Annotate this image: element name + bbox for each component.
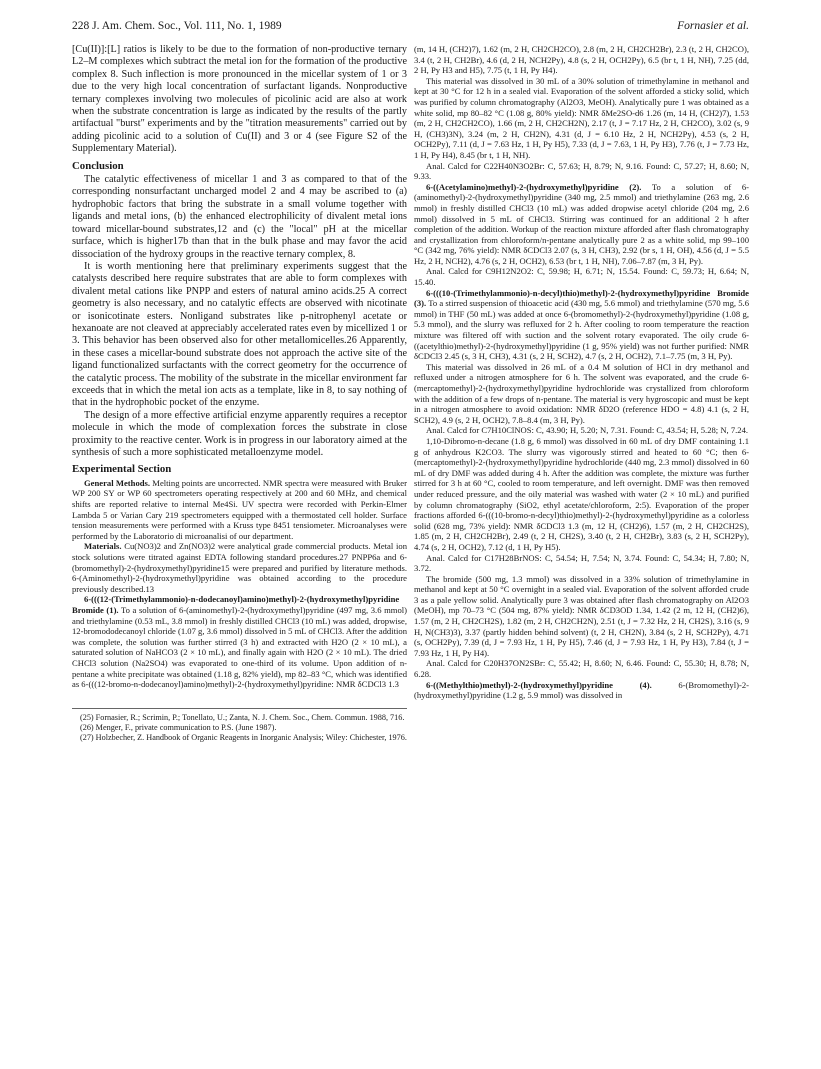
footnote-26: (26) Menger, F., private communication to P.S. (June 1987). (80, 722, 277, 732)
experimental-heading: Experimental Section (72, 463, 172, 476)
analysis-5: Anal. Calcd for C20H37ON2SBr: C, 55.42; H, 8.60; N, 6.46. Found: C, 55.30; H, 8.78; N, 6.28. (414, 658, 749, 680)
materials-lead: Materials. (84, 541, 122, 552)
compound-3-text: To a stirred suspension of thioacetic acid (430 mg, 5.6 mmol) and triethylamine (570 mg, 5.6 mmol) in THF (50 mL) was added at once 6-(bromomethyl)-2-(hydroxymethyl)pyridine (1.08 g, 5.3 mmol), and the slurry was refluxed for 2 h. After cooling to room temperature the reaction mixture was filtered off with suction and the solvent rotary evaporated. The oily crude 6-((acetylthio)methyl)-2-(hydroxymethyl)pyridine (1 g, 95% yield) was not further purified: NMR δCDCl3 2.45 (s, 3 H, CH3), 4.31 (s, 2 H, SCH2), 4.7 (s, 2 H, OCH2), 7.1–7.75 (m, 3 H, Py). (414, 298, 749, 362)
footnote-25: (25) Fornasier, R.; Scrimin, P.; Tonellato, U.; Zanta, N. J. Chem. Soc., Chem. Commun. 1988, 716. (80, 712, 405, 722)
bromide-quaternization-paragraph: The bromide (500 mg, 1.3 mmol) was dissolved in a 33% solution of trimethylamine in methanol and kept at 50 °C overnight in a sealed vial. Evaporation of the solvent afforded crude 3 as a pale yellow solid. Analytically pure 3 was obtained after flash chromatography on Al2O3 (MeOH), mp 70–73 °C (504 mg, 87% yield): NMR δCD3OD 1.34, 1.42 (2 m, 12 H, (CH2)6), 1.57 (m, 2 H, CH2CH2S), 1.82 (m, 2 H, CH2CH2N), 2.51 (t, J = 7.32 Hz, 2 H, CH2S), 3.16 (s, 9 H, N(CH3)3), 3.37 (partly hidden behind solvent) (t, 2 H, CH2N), 3.84 (s, 2 H, SCH2Py), 4.71 (s, OCH2Py), 7.39 (d, J = 7.93 Hz, 1 H, Py H5), 7.46 (d, J = 7.93 Hz, 1 H, Py H3), 7.84 (t, J = 7.93 Hz, 1 H, Py H4). (414, 573, 749, 658)
general-methods-lead: General Methods. (84, 477, 151, 488)
conclusion-paragraph-1: The catalytic effectiveness of micellar 1 and 3 as compared to that of the corresponding nonsurfactant uncharged model 2 and 4 may be ascribed to (a) hydrophobic factors that bring the substrate in a small volume together with ligands and metal ions, (b) the enhanced electrophilicity of divalent metal ions toward micellar-bound substrates,12 and (c) the "local" pH at the micellar surface, which is higher17b than that in the bulk phase and may favor the acid dissociation of the hydroxy groups in the reactive ternary complex, 8. (72, 174, 407, 260)
compound-4-paragraph (414, 680, 749, 701)
compound-4-title: 6-((Methylthio)methyl)-2-(hydroxymethyl)pyridine (4). (426, 679, 652, 690)
left-column (72, 44, 407, 1054)
compound-1-title: 6-(((12-(Trimethylammonio)-n-dodecanoyl)amino)methyl)-2-(hydroxymethyl)pyridine Bromide (1). (72, 594, 400, 615)
general-methods-paragraph (72, 478, 407, 542)
conclusion-heading: Conclusion (72, 159, 124, 172)
compound-1-text: To a solution of 6-(aminomethyl)-2-(hydroxymethyl)pyridine (497 mg, 3.6 mmol) and triethylamine (0.53 mL, 3.8 mmol) in freshly distilled CHCl3 (10 mL) was added, dropwise, 12-bromododecanoyl chloride (1.07 g, 3.6 mmol) dissolved in 5 mL of CHCl3. After the addition was complete, the solution was further stirred (3 h) and extracted with H2O (2 × 10 mL), a saturated solution of NaHCO3 (2 × 10 mL), and finally again with H2O (2 × 10 mL). The dried CHCl3 solution (Na2SO4) was evaporated to one-third of its volume. Upon addition of n-pentane a white precipitate was obtained (1.18 g, 82% yield), mp 82–83 °C, which was identified as 6-(((12-bromo-n-dodecanoyl)amino)methyl)-2-(hydroxymethyl)pyridine: NMR δCDCl3 1.3 (72, 604, 407, 690)
conclusion-paragraph-2: It is worth mentioning here that preliminary experiments suggest that the catalysts described here require substrates that are able to form complexes with divalent metal cations like PNPP and esters of natural amino acids.25 A correct geometry is also necessary, and no catalytic effects are observed with nicotinate or isonicotinate esters. Nonligand substrates like p-nitrophenyl acetate or hexanoate are not cleaved at appreciably accelerated rates even by micellized 1 or 3. This behavior has been observed also for other metallomicelles.26 Apparently, in these cases a micellar-bound substrate does not approach the active site of the ligand functionalized surfactants with the correct geometry for the occurrence of the catalytic process. The mobility of the substrate in the micellar environment far exceeds that in which the metal ion acts as a template, like in 8, to say nothing of that in the hydrophobic pocket of the enzyme. (72, 260, 407, 409)
analysis-2: Anal. Calcd for C9H12N2O2: C, 59.98; H, 6.71; N, 15.54. Found: C, 59.73; H, 6.64; N, 15.40. (414, 266, 749, 288)
intro-paragraph: [Cu(II)]:[L] ratios is likely to be due to the formation of non-productive ternary L2–M complexes which subtract the metal ion for the formation of the productive complex 8. Such inflection is more pronounced in the micellar system of 1 or 3 due to the very high local concentration of surfactant ligands. Nonproductive ternary complexes involving two molecules of picolinic acid are also at work when the substrate concentration is large as indicated by the results of the partly artifactual "burst" experiments and by the "titration measurements" carried out by adding picolinic acid to a solution of Cu(II) and 3 or 4 (see Figure S2 of the Supplementary Material). (72, 44, 407, 155)
dibromodecane-paragraph: 1,10-Dibromo-n-decane (1.8 g, 6 mmol) was dissolved in 60 mL of dry DMF containing 1.1 g of anhydrous K2CO3. The slurry was vigorously stirred and heated to 60 °C; then 6-(mercaptomethyl)-2-(hydroxymethyl)pyridine hydrochloride (440 mg, 2.3 mmol) dissolved in 60 mL of dry DMF was added during 4 h. After the addition was complete, the mixture was further stirred for 3 h at 60 °C, cooled to room temperature, and left overnight. DMF was then removed under reduced pressure, and the oily material was washed with water (2 × 10 mL) and purified by column chromatography (SiO2, ethyl acetate/chloroform, 2:5). Evaporation of the proper fractions afforded 6-(((10-bromo-n-decyl)thio)methyl)-2-(hydroxymethyl)pyridine as a colorless solid (628 mg, 73% yield): NMR δCDCl3 1.3 (m, 12 H, (CH2)6), 1.57 (m, 2 H, CH2CH2S), 1.85 (m, 2 H, CH2CH2Br), 2.49 (t, 2 H, CH2S), 3.40 (t, 2 H, CH2Br), 3.83 (s, 2 H, SCH2Py), 4.74 (s, 2 H, OCH2), 7.12 (d, 1 H, Py H5). (414, 435, 749, 552)
running-authors: Fornasier et al. (677, 20, 749, 32)
materials-paragraph (72, 541, 407, 594)
compound-2-paragraph (414, 182, 749, 267)
nmr-continuation: (m, 14 H, (CH2)7), 1.62 (m, 2 H, CH2CH2CO), 2.8 (m, 2 H, CH2CH2Br), 2.3 (t, 2 H, CH2CO), 3.4 (t, 2 H, CH2Br), 4.6 (d, 2 H, NCH2Py), 4.8 (s, 2 H, OCH2Py), 6.5 (br t, 1 H, NH), 7.25 (dd, 2 H, Py H3 and H5), 7.75 (t, 1 H, Py H4). (414, 44, 749, 76)
compound-2-text: To a solution of 6-(aminomethyl)-2-(hydroxymethyl)pyridine (340 mg, 2.5 mmol) and triethylamine (263 mg, 2.6 mmol) in freshly distilled CHCl3 (10 mL) was added dropwise acetyl chloride (204 mg, 2.6 mmol) dissolved in 5 mL of CHCl3. Stirring was continued for an additional 2 h after completion of the addition. Workup of the reaction mixture afforded after flash chromatography and crystallization from chloroform/n-pentane analytically pure 2 as a white solid, mp 99–100 °C (342 mg, 76% yield): NMR δCDCl3 2.07 (s, 3 H, CH3), 2.92 (br s, 1 H, OH), 4.56 (d, J = 5.5 Hz, 2 H, NCH2), 4.76 (s, 2 H, OCH2), 6.53 (br t, 1 H, NH), 7.06–7.87 (m, 3 H, Py). (414, 181, 749, 266)
compound-3-paragraph (414, 288, 749, 362)
compound-1-quaternization: This material was dissolved in 30 mL of a 30% solution of trimethylamine in methanol and kept at 30 °C for 12 h in a sealed vial. Evaporation of the solvent afforded a sticky solid, which was purified by column chromatography (Al2O3, MeOH). Analytically pure 1 was obtained as a white solid, mp 80–82 °C (1.08 g, 80% yield): NMR δMe2SO-d6 1.26 (m, 14 H, (CH2)7), 1.53 (m, 2 H, CH2CH2CO), 1.66 (m, 2 H, CH2CH2N), 2.17 (t, J = 7.17 Hz, 2 H, CH2CO), 3.02 (s, 9 H, (CH3)3N), 3.24 (m, 2 H, CH2N), 4.31 (d, J = 6.10 Hz, 2 H, NCH2Py), 4.53 (s, 2 H, OCH2Py), 7.11 (d, J = 7.63 Hz, 1 H, Py H5), 7.33 (d, J = 7.63, 1 H, Py H3), 7.76 (t, J = 7.73 Hz, 1 H, Py H4), 8.45 (br t, 1 H, NH). (414, 75, 749, 160)
analysis-3: Anal. Calcd for C7H10ClNOS: C, 43.90; H, 5.20; N, 7.31. Found: C, 43.54; H, 5.28; N, 7.24. (426, 425, 749, 436)
compound-2-title: 6-((Acetylamino)methyl)-2-(hydroxymethyl)pyridine (2). (426, 181, 642, 192)
compound-1-paragraph (72, 594, 407, 689)
running-header (72, 20, 749, 36)
general-methods-text: Melting points are uncorrected. NMR spectra were measured with Bruker WP 200 SY or WP 60 spectrometers operating respectively at 200 and 60 MHz, and chemical shifts are reported relative to internal Me4Si. UV spectra were recorded with Perkin-Elmer Lambda 5 or Varian Cary 219 spectrometers equipped with a thermostated cell holder. Surface tension measurements were performed with a Kruss type 8451 tensiometer. Microanalyses were performed by the Laboratorio di microanalisi of our department. (72, 477, 407, 541)
analysis-1: Anal. Calcd for C22H40N3O2Br: C, 57.63; H, 8.79; N, 9.16. Found: C, 57.27; H, 8.60; N, 9.33. (414, 160, 749, 182)
conclusion-paragraph-3: The design of a more effective artificial enzyme apparently requires a receptor molecule in which the mode of complexation forces the substrate in close proximity to the reactive center. Work is in progress in our laboratory aimed at the synthesis of such a more sophisticated metalloenzyme model. (72, 409, 407, 458)
footnote-27: (27) Holzbecher, Z. Handbook of Organic Reagents in Inorganic Analysis; Wiley: Chichester, 1976. (80, 732, 407, 742)
journal-citation: 228 J. Am. Chem. Soc., Vol. 111, No. 1, 1989 (72, 20, 282, 32)
footnotes (72, 708, 407, 743)
analysis-4: Anal. Calcd for C17H28BrNOS: C, 54.54; H, 7.54; N, 3.74. Found: C, 54.34; H, 7.80; N, 3.72. (414, 552, 749, 574)
compound-4-text: 6-(Bromomethyl)-2-(hydroxymethyl)pyridine (1.2 g, 5.9 mmol) was dissolved in (414, 679, 749, 701)
materials-text: Cu(NO3)2 and Zn(NO3)2 were analytical grade commercial products. Metal ion stock solutions were titrated against EDTA following standard procedures.27 PNPP6a and 6-(bromomethyl)-2-(hydroxymethyl)pyridine15 were prepared and purified by literature methods. 6-(Aminomethyl)-2-(hydroxymethyl)pyridine was obtained according to the procedure previously described.13 (72, 541, 407, 594)
mercaptomethyl-paragraph: This material was dissolved in 26 mL of a 0.4 M solution of HCl in dry methanol and refluxed under a nitrogen atmosphere for 6 h. The solvent was evaporated, and the crude 6-(mercaptomethyl)-2-(hydroxymethyl)pyridine hydrochloride was crystallized from chloroform with the addition of a few drops of n-pentane. The material is very hygroscopic and must be kept in a nitrogen atmosphere to avoid oxidation: NMR δD2O (reference HDO = 4.8) 4.1 (s, 2 H, SCH2), 4.9 (s, 2 H, OCH2), 7.8–8.4 (m, 3 H, Py). (414, 361, 749, 425)
right-column (414, 44, 749, 1054)
compound-3-title: 6-(((10-(Trimethylammonio)-n-decyl)thio)methyl)-2-(hydroxymethyl)pyridine Bromide (3). (414, 287, 749, 309)
